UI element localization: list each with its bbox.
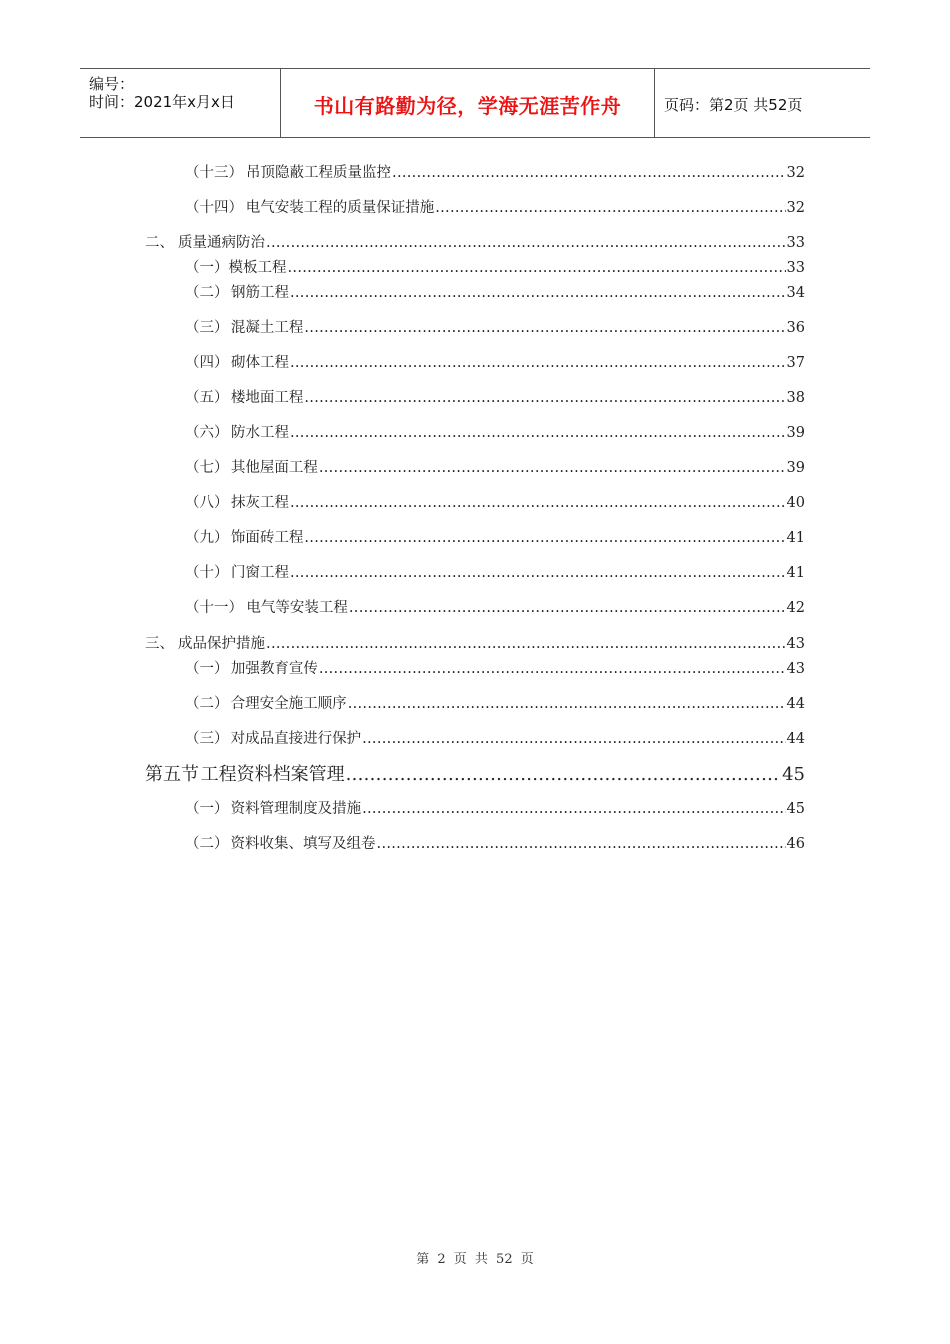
toc-number: （三） [185, 731, 229, 747]
toc-leader [266, 235, 786, 251]
toc-leader [349, 600, 786, 616]
toc-page: 44 [786, 731, 805, 747]
toc-number: （三） [185, 320, 229, 336]
toc-entry[interactable] [145, 632, 805, 652]
toc-page: 40 [786, 495, 805, 511]
toc-leader [304, 530, 785, 546]
toc-number: （十一） [185, 600, 243, 616]
toc-number: （六） [185, 425, 229, 441]
toc-title: 门窗工程 [230, 565, 289, 581]
toc-number: （九） [185, 530, 229, 546]
toc-page: 38 [786, 390, 805, 406]
toc-entry[interactable] [185, 561, 805, 581]
toc-entry[interactable] [185, 526, 805, 546]
toc-page: 44 [786, 696, 805, 712]
toc-page: 33 [786, 235, 805, 251]
toc-number: 二、 [145, 235, 174, 251]
toc-entry[interactable] [185, 316, 805, 336]
toc-entry[interactable] [185, 727, 805, 747]
toc-number: （五） [185, 390, 229, 406]
toc-entry[interactable] [185, 657, 805, 677]
toc-title: 饰面砖工程 [230, 530, 304, 546]
toc-entry[interactable] [185, 491, 805, 511]
toc-title: 混凝土工程 [230, 320, 304, 336]
toc-leader [348, 696, 786, 712]
header-motto-cell [281, 69, 655, 137]
toc-page: 42 [786, 600, 805, 616]
toc-page: 39 [786, 425, 805, 441]
toc-number: （十三） [185, 165, 243, 181]
toc-title: 模板工程 [228, 260, 287, 276]
toc-number: 三、 [145, 636, 174, 652]
toc-entry[interactable] [185, 196, 805, 216]
toc-leader [392, 165, 786, 181]
toc-number: （二） [185, 285, 229, 301]
toc-leader [377, 836, 786, 852]
toc-leader [304, 390, 785, 406]
toc-page: 45 [786, 801, 805, 817]
toc-title: 防水工程 [230, 425, 289, 441]
toc-number: （四） [185, 355, 229, 371]
serial-label: 编号： [89, 75, 135, 93]
toc-number: （一） [185, 661, 229, 677]
toc-number: （二） [185, 696, 229, 712]
toc-page: 41 [786, 565, 805, 581]
toc-leader [362, 801, 785, 817]
toc-leader [319, 661, 786, 677]
toc-page: 32 [786, 165, 805, 181]
toc-leader [288, 260, 786, 276]
toc-title: 楼地面工程 [230, 390, 304, 406]
toc-entry[interactable] [185, 596, 805, 616]
toc-number: （十） [185, 565, 229, 581]
toc-leader [290, 425, 786, 441]
toc-title: 工程资料档案管理 [200, 764, 345, 785]
header-info-cell [80, 69, 281, 137]
toc-leader [290, 355, 786, 371]
toc-entry[interactable] [185, 351, 805, 371]
toc-title: 质量通病防治 [178, 235, 266, 251]
toc-page: 46 [786, 836, 805, 852]
toc-entry[interactable] [145, 231, 805, 251]
toc-entry[interactable] [185, 832, 805, 852]
toc-entry[interactable] [185, 281, 805, 301]
toc-page: 37 [786, 355, 805, 371]
toc-leader [266, 636, 786, 652]
toc-title: 对成品直接进行保护 [230, 731, 362, 747]
toc-title: 砌体工程 [230, 355, 289, 371]
toc-page: 43 [786, 661, 805, 677]
toc-page: 36 [786, 320, 805, 336]
toc-number: （一） [185, 801, 229, 817]
toc-entry[interactable] [185, 161, 805, 181]
toc-page: 45 [782, 764, 805, 785]
header-page-label: 页码：第2页 共52页 [664, 96, 803, 114]
time-label: 时间：2021年x月x日 [89, 93, 235, 111]
toc-title: 资料管理制度及措施 [230, 801, 362, 817]
toc-leader [346, 764, 782, 785]
toc-number: （一） [185, 260, 229, 276]
toc-entry[interactable] [185, 256, 805, 276]
page-footer: 第 2 页 共 52 页 [416, 1252, 534, 1267]
toc-number: 第五节 [145, 764, 199, 785]
toc-title: 成品保护措施 [178, 636, 266, 652]
toc-page: 32 [786, 200, 805, 216]
toc-page: 39 [786, 460, 805, 476]
toc-page: 43 [786, 636, 805, 652]
toc-title: 吊顶隐蔽工程质量监控 [246, 165, 392, 181]
toc-leader [319, 460, 786, 476]
toc-title: 资料收集、填写及组卷 [230, 836, 376, 852]
toc-page: 34 [786, 285, 805, 301]
page-header [80, 68, 870, 138]
toc-title: 其他屋面工程 [230, 460, 318, 476]
toc-leader [435, 200, 785, 216]
toc-entry[interactable] [185, 386, 805, 406]
toc-page: 33 [786, 260, 805, 276]
toc-entry-section[interactable] [145, 760, 805, 784]
toc-leader [290, 495, 786, 511]
toc-page: 41 [786, 530, 805, 546]
toc-number: （二） [185, 836, 229, 852]
header-page-cell [655, 69, 870, 137]
toc-leader [290, 285, 786, 301]
toc-leader [362, 731, 785, 747]
toc-title: 电气安装工程的质量保证措施 [245, 200, 435, 216]
toc-title: 合理安全施工顺序 [230, 696, 347, 712]
toc-title: 钢筋工程 [230, 285, 289, 301]
toc-number: （七） [185, 460, 229, 476]
toc-number: （十四） [185, 200, 243, 216]
toc-entry[interactable] [185, 421, 805, 441]
toc-leader [304, 320, 785, 336]
toc-leader [290, 565, 786, 581]
toc-title: 电气等安装工程 [246, 600, 348, 616]
toc-number: （八） [185, 495, 229, 511]
toc-entry[interactable] [185, 692, 805, 712]
toc-entry[interactable] [185, 456, 805, 476]
toc-entry[interactable] [185, 797, 805, 817]
toc-title: 抹灰工程 [230, 495, 289, 511]
toc-title: 加强教育宣传 [230, 661, 318, 677]
motto-text: 书山有路勤为径，学海无涯苦作舟 [313, 94, 622, 118]
